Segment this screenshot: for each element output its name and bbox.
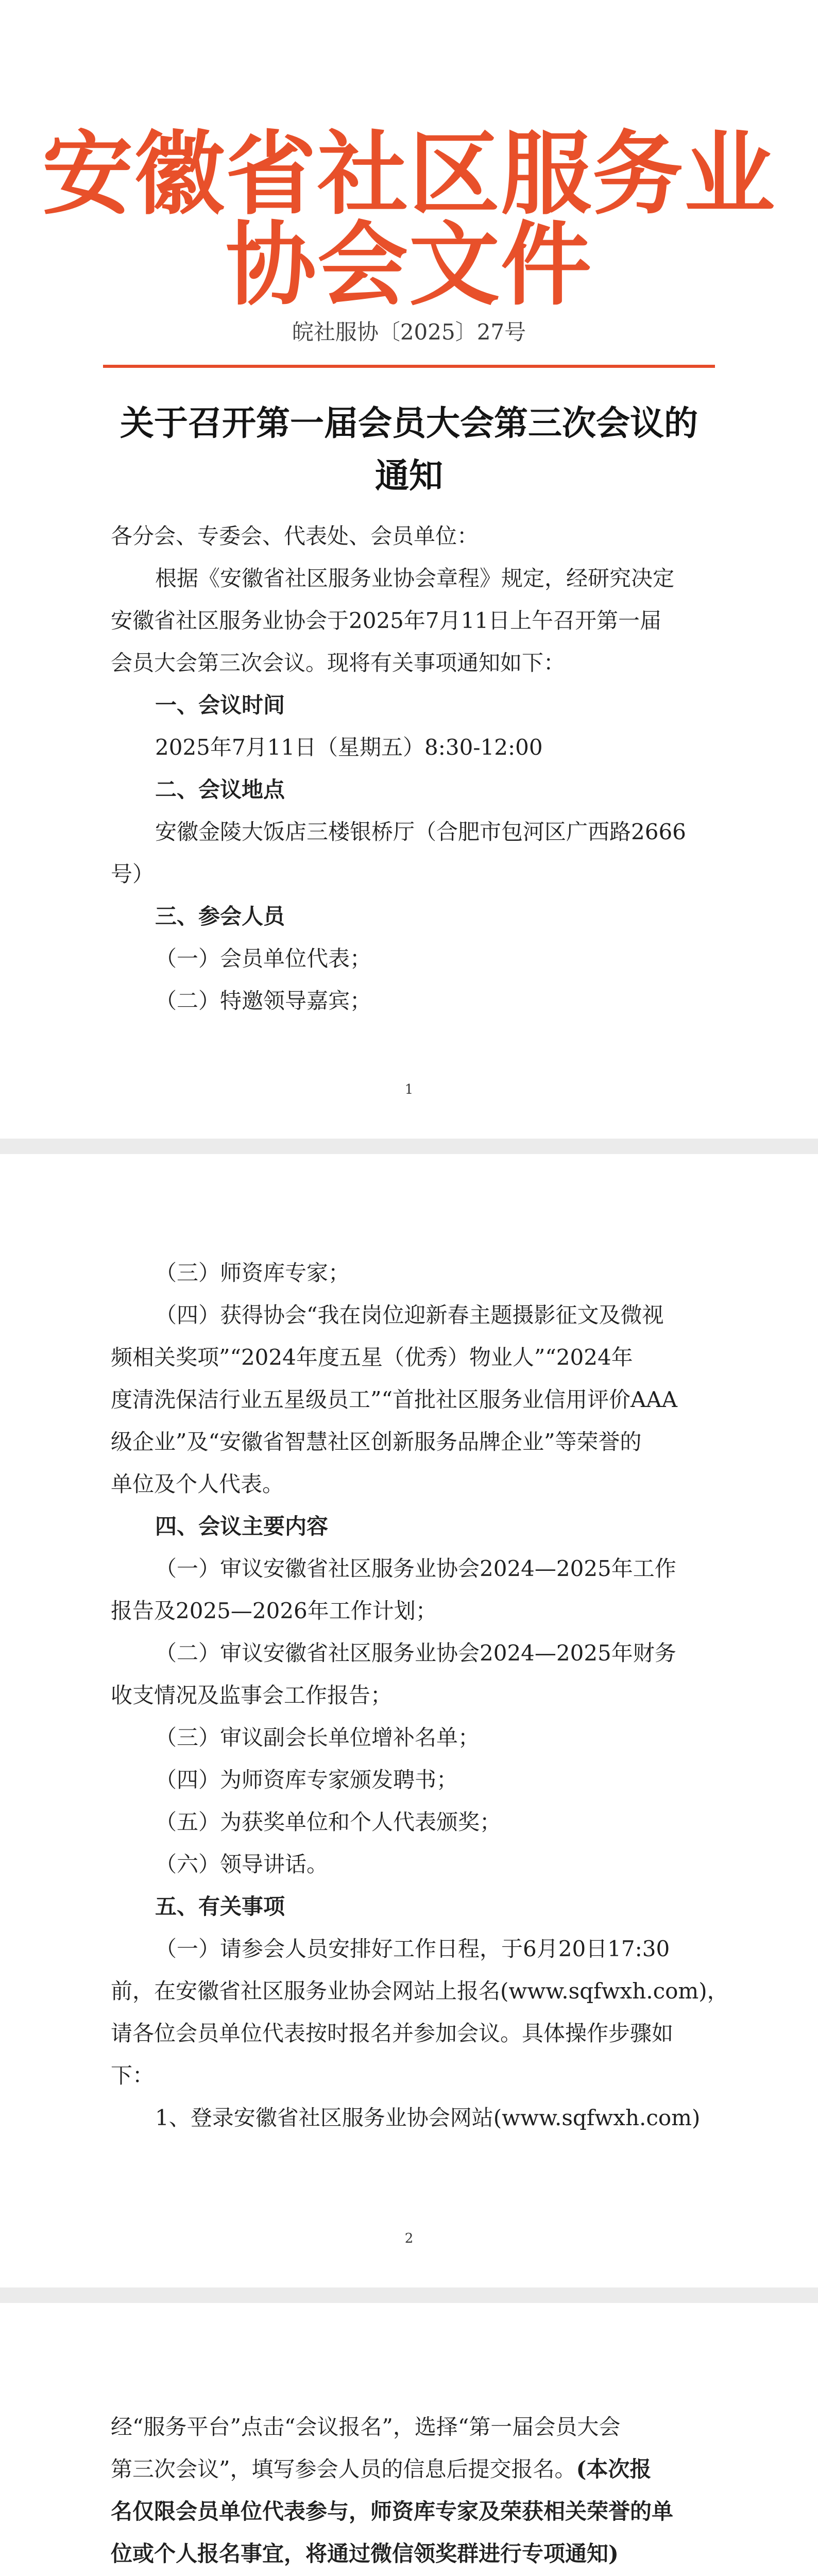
matters-line: （一）请参会人员安排好工作日程，于6月20日17:30 [155, 1936, 670, 1961]
red-divider-rule [103, 365, 715, 368]
section-heading-time: 一、会议时间 [155, 692, 285, 718]
page-number: 2 [404, 2231, 414, 2246]
step-1-line: 1、登录安徽省社区服务业协会网站(www.sqfwxh.com) [155, 2105, 701, 2130]
matters-line: 前，在安徽省社区服务业协会网站上报名(www.sqfwxh.com)， [111, 1978, 729, 2004]
agenda-item: （四）为师资库专家颁发聘书； [155, 1767, 458, 1792]
registration-text: 第三次会议”，填写参会人员的信息后提交报名。 [111, 2456, 576, 2482]
honoree-line: 单位及个人代表。 [111, 1471, 284, 1497]
section-heading-agenda: 四、会议主要内容 [155, 1514, 329, 1539]
registration-note-bold: 位或个人报名事宜，将通过微信领奖群进行专项通知) [111, 2541, 619, 2566]
registration-note-bold: (本次报 [576, 2456, 652, 2482]
agenda-item: 报告及2025—2026年工作计划； [111, 1598, 437, 1623]
page-2 [0, 1154, 818, 2287]
section-heading-matters: 五、有关事项 [155, 1894, 285, 1919]
intro-line: 根据《安徽省社区服务业协会章程》规定，经研究决定 [155, 566, 675, 591]
org-header-title: 安徽省社区服务业协会文件 [42, 121, 776, 318]
section-heading-attendees: 三、参会人员 [155, 904, 285, 929]
addressee: 各分会、专委会、代表处、会员单位： [111, 523, 479, 549]
page-3-body [111, 2406, 708, 2576]
page-1 [0, 0, 818, 1139]
honoree-line: 度清洗保洁行业五星级员工”“首批社区服务业信用评价AAA [111, 1387, 677, 1412]
agenda-item: （一）审议安徽省社区服务业协会2024—2025年工作 [155, 1556, 676, 1581]
page-3 [0, 2303, 818, 2576]
notice-title-line: 通知 [375, 455, 443, 496]
matters-line: 请各位会员单位代表按时报名并参加会议。具体操作步骤如 [111, 2021, 674, 2046]
intro-line: 安徽省社区服务业协会于2025年7月11日上午召开第一届 [111, 608, 662, 633]
matters-line: 下： [111, 2063, 155, 2088]
attendee-item: （三）师资库专家； [155, 1260, 350, 1285]
registration-line [111, 2448, 708, 2490]
registration-note-bold: 名仅限会员单位代表参与，师资库专家及荣获相关荣誉的单 [111, 2499, 674, 2524]
agenda-item: （三）审议副会长单位增补名单； [155, 1725, 480, 1750]
attendee-item: （二）特邀领导嘉宾； [155, 988, 372, 1013]
intro-line: 会员大会第三次会议。现将有关事项通知如下： [111, 650, 566, 675]
section-heading-venue: 二、会议地点 [155, 777, 285, 802]
agenda-item: （六）领导讲话。 [155, 1852, 329, 1877]
honoree-line: 级企业”及“安徽省智慧社区创新服务品牌企业”等荣誉的 [111, 1429, 642, 1454]
honoree-line: 频相关奖项”“2024年度五星（优秀）物业人”“2024年 [111, 1345, 633, 1370]
page-number: 1 [404, 1082, 414, 1097]
attendee-item: （一）会员单位代表； [155, 946, 372, 971]
agenda-item: （二）审议安徽省社区服务业协会2024—2025年财务 [155, 1640, 676, 1666]
page-1-body [111, 515, 708, 1022]
venue-line: 号） [111, 861, 155, 887]
agenda-item: 收支情况及监事会工作报告； [111, 1683, 393, 1708]
venue-line: 安徽金陵大饭店三楼银桥厅（合肥市包河区广西路2666 [155, 819, 686, 844]
registration-line: 经“服务平台”点击“会议报名”，选择“第一届会员大会 [111, 2414, 621, 2439]
agenda-item: （五）为获奖单位和个人代表颁奖； [155, 1809, 502, 1835]
document-number: 皖社服协〔2025〕27号 [292, 319, 526, 345]
page-2-body [111, 1252, 729, 2139]
meeting-time: 2025年7月11日（星期五）8:30-12:00 [155, 735, 543, 760]
notice-title [103, 397, 715, 502]
honoree-line: （四）获得协会“我在岗位迎新春主题摄影征文及微视 [155, 1302, 664, 1328]
notice-title-line: 关于召开第一届会员大会第三次会议的 [120, 403, 698, 443]
